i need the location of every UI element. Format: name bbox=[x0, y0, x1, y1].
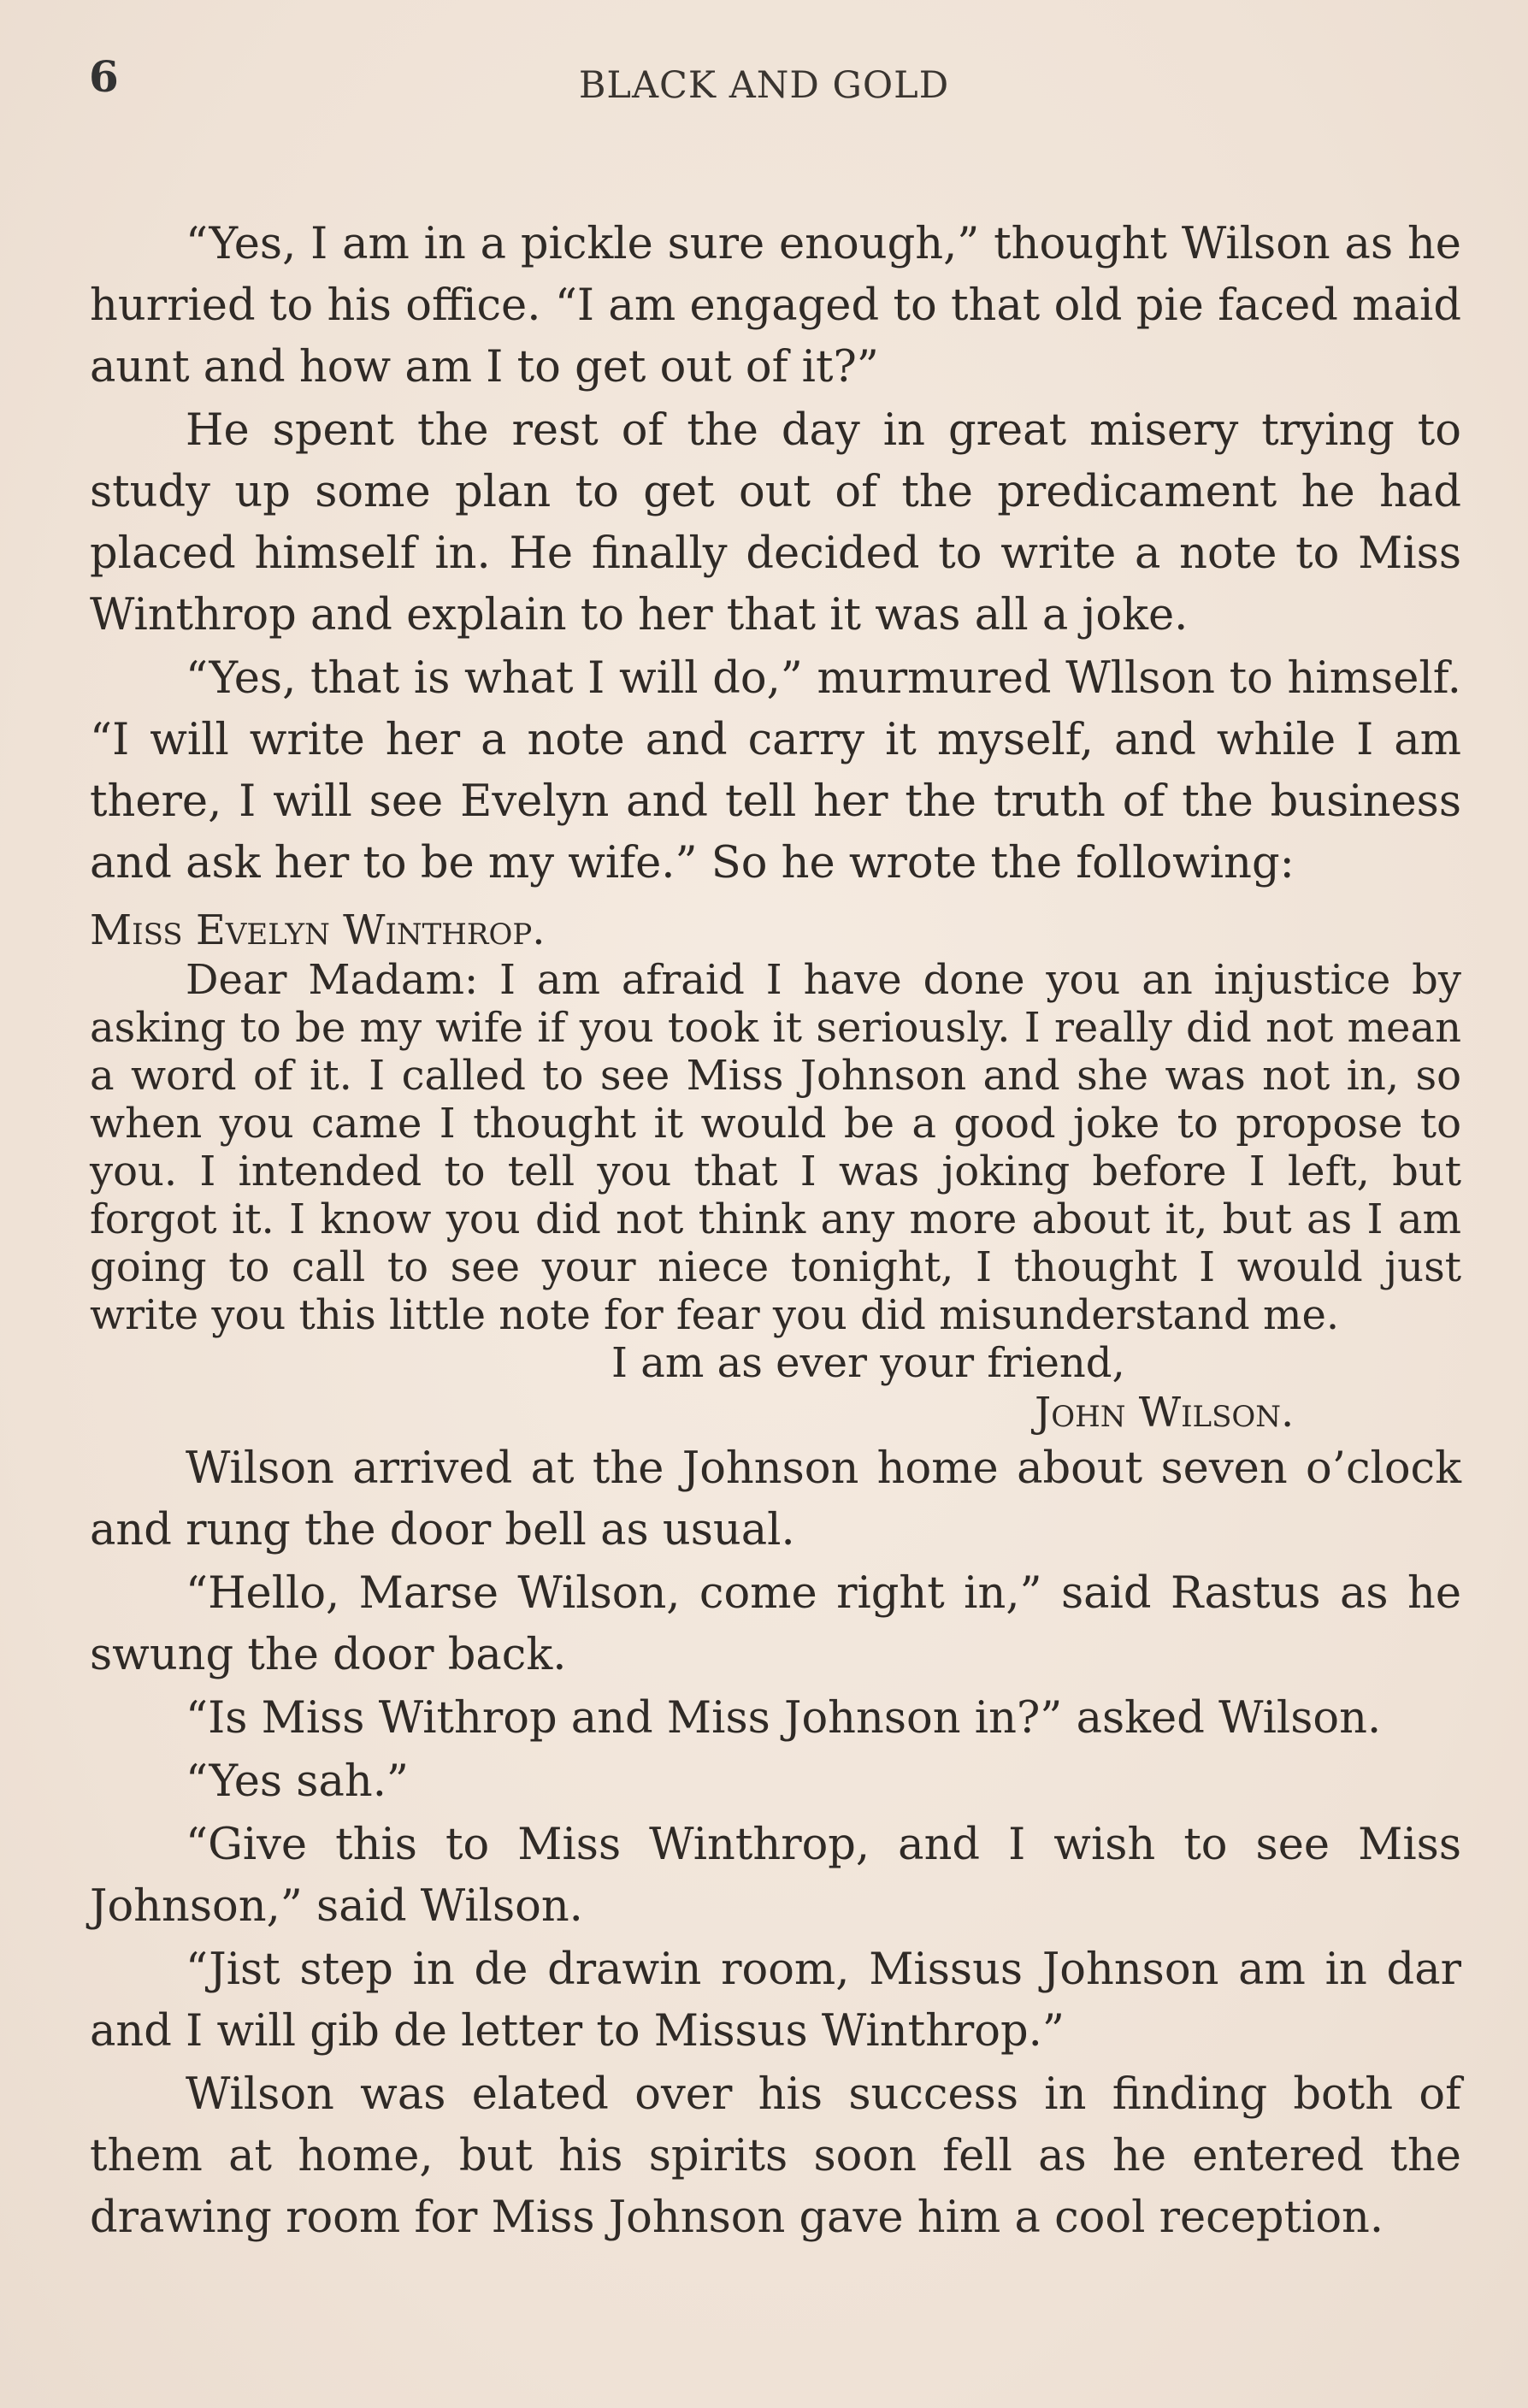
paragraph: “Jist step in de drawin room, Missus Johnson am in dar and I will gib de letter to Missus Winthrop.” bbox=[90, 1945, 1461, 2057]
paragraph: “Yes sah.” bbox=[186, 1756, 410, 1807]
paragraph: “Yes, that is what I will do,” murmured Wllson to himself. “I will write her a note and carry it myself, and while I am there, I will see Evelyn and tell her the truth of the business and ask her to be my wife.” So he wrote the following: bbox=[90, 653, 1461, 888]
page-body bbox=[90, 214, 1461, 2251]
paragraph: “Give this to Miss Winthrop, and I wish to see Miss Johnson,” said Wilson. bbox=[90, 1820, 1461, 1932]
paragraph: He spent the rest of the day in great misery trying to study up some plan to get out of the predicament he had placed himself in. He finally decided to write a note to Miss Winthrop and explain to her that it was all a joke. bbox=[90, 405, 1461, 640]
page-number: 6 bbox=[89, 51, 119, 102]
embedded-letter bbox=[90, 906, 1461, 1437]
letter-signature: John Wilson. bbox=[1035, 1389, 1295, 1437]
paragraph: “Is Miss Withrop and Miss Johnson in?” asked Wilson. bbox=[186, 1693, 1382, 1744]
letter-addressee: Miss Evelyn Winthrop. bbox=[90, 906, 546, 954]
letter-body: Dear Madam: I am afraid I have done you an injustice by asking to be my wife if you took it seriously. I really did not mean a word of it. I called to see Miss Johnson and she was not in, so when you came I thought it would be a good joke to propose to you. I intended to tell you that I was joking before I left, but forgot it. I know you did not think any more about it, but as I am going to call to see your niece tonight, I thought I would just write you this little note for fear you did misunderstand me. bbox=[90, 956, 1461, 1339]
running-title: BLACK AND GOLD bbox=[578, 64, 950, 107]
paragraph: Wilson was elated over his success in finding both of them at home, but his spirits soon fell as he entered the drawing room for Miss Johnson gave him a cool reception. bbox=[90, 2069, 1461, 2243]
paragraph: “Hello, Marse Wilson, come right in,” said Rastus as he swung the door back. bbox=[90, 1568, 1461, 1680]
paragraph: Wilson arrived at the Johnson home about seven o’clock and rung the door bell as usual. bbox=[90, 1443, 1461, 1555]
paragraph: “Yes, I am in a pickle sure enough,” thought Wilson as he hurried to his office. “I am engaged to that old pie faced maid aunt and how am I to get out of it?” bbox=[90, 219, 1461, 392]
letter-closing: I am as ever your friend, bbox=[611, 1339, 1125, 1387]
